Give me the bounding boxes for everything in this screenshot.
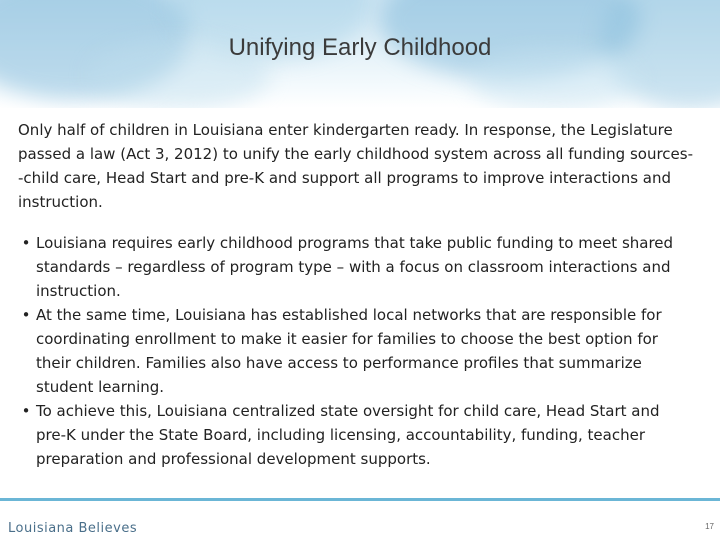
bullet-text: To achieve this, Louisiana centralized state oversight for child care, Head Start and pre-K under the State Board, including licensing, accountability, funding, teacher preparation and professional development supports. [36, 402, 660, 468]
intro-paragraph: Only half of children in Louisiana enter kindergarten ready. In response, the Legislature passed a law (Act 3, 2012) to unify the early childhood system across all funding sources--child care, Head Start and pre-K and support all programs to improve interactions and instruction. [18, 121, 694, 211]
bullet-item [18, 303, 694, 399]
bullet-dot-icon: • [21, 234, 31, 252]
bullet-list [18, 231, 694, 471]
bullet-item [18, 231, 694, 303]
bullet-dot-icon: • [21, 306, 31, 324]
bullet-text: Louisiana requires early childhood programs that take public funding to meet shared standards – regardless of program type – with a focus on classroom interactions and instruction. [36, 234, 674, 300]
bullet-item [18, 399, 694, 471]
bullet-text: At the same time, Louisiana has established local networks that are responsible for coordinating enrollment to make it easier for families to choose the best option for their children. Families also have access to performance profiles that summarize student learning. [36, 306, 662, 396]
bullet-dot-icon: • [21, 402, 31, 420]
slide-body [18, 118, 694, 471]
page-number: 17 [705, 522, 714, 531]
louisiana-believes-logo: Louisiana Believes [8, 521, 138, 536]
footer-divider [0, 498, 720, 501]
slide-title: Unifying Early Childhood [228, 34, 492, 61]
